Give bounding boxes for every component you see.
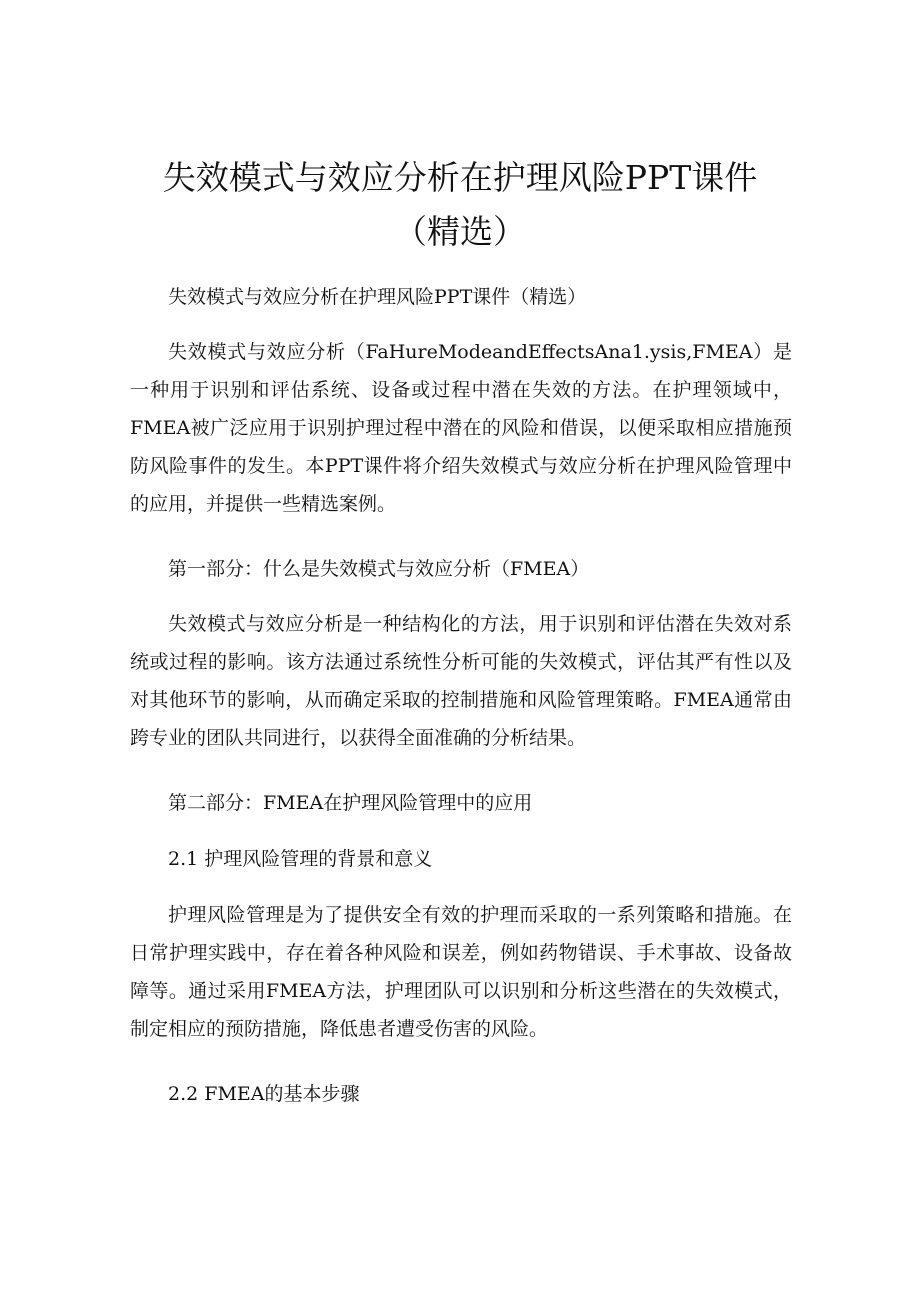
part2-heading: 第二部分：FMEA在护理风险管理中的应用 bbox=[168, 792, 533, 814]
part1-heading: 第一部分：什么是失效模式与效应分析（FMEA） bbox=[168, 558, 590, 580]
document-title-line2: （精选） bbox=[394, 212, 526, 251]
intro-paragraph: 失效模式与效应分析（FaHureModeandEffectsAna1.ysis,FMEA）是一种用于识别和评估系统、设备或过程中潜在失效的方法。在护理领域中，FMEA被广泛应用于识别护理过程中潜在的风险和借误，以便采取相应措施预防风险事件的发生。本PPT课件将介绍失效模式与效应分析在护理风险管理中的应用，并提供一些精选案例。 bbox=[130, 341, 792, 515]
part1-paragraph: 失效模式与效应分析是一种结构化的方法，用于识别和评估潜在失效对系统或过程的影响。该方法通过系统性分析可能的失效模式，评估其严有性以及对其他环节的影响，从而确定采取的控制措施和风险管理策略。FMEA通常由跨专业的团队共同进行，以获得全面准确的分析结果。 bbox=[130, 613, 792, 749]
document-title-line1: 失效模式与效应分析在护理风险PPT课件 bbox=[162, 158, 758, 197]
section-2-1-heading: 2.1 护理风险管理的背景和意义 bbox=[168, 848, 433, 870]
document-subtitle: 失效模式与效应分析在护理风险PPT课件（精选） bbox=[168, 286, 587, 308]
section-2-2-heading: 2.2 FMEA的基本步骤 bbox=[168, 1083, 360, 1105]
section-2-1-paragraph: 护理风险管理是为了提供安全有效的护理而采取的一系列策略和措施。在日常护理实践中，存在着各种风险和误差，例如药物错误、手术事故、设备故障等。通过采用FMEA方法，护理团队可以识别和分析这些潜在的失效模式，制定相应的预防措施，降低患者遭受伤害的风险。 bbox=[130, 904, 792, 1040]
